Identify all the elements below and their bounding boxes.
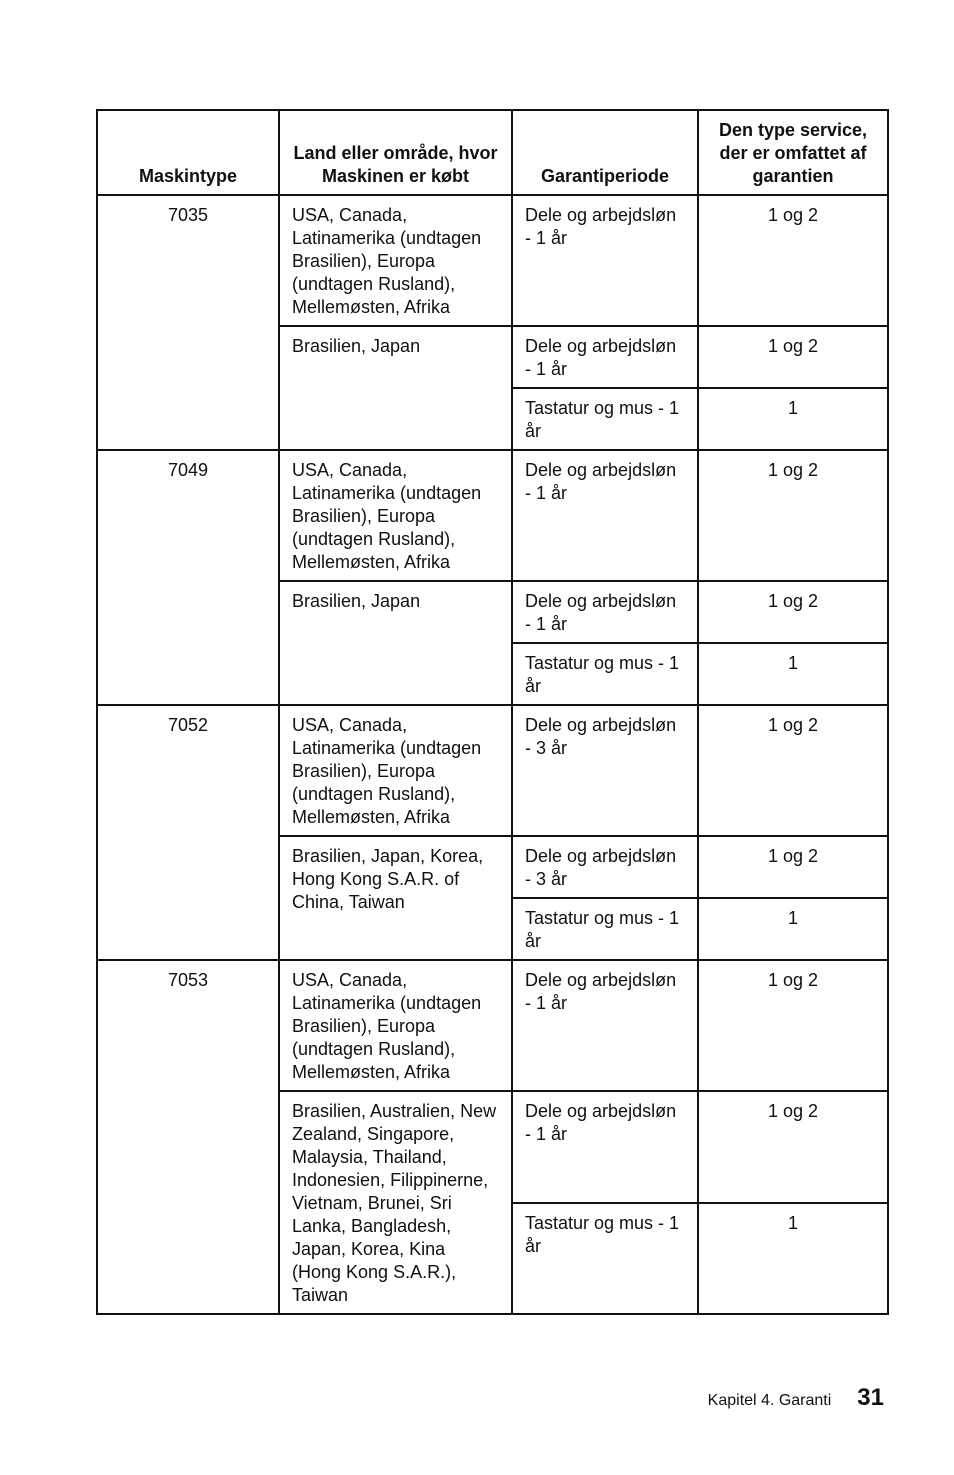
service-cell: 1 og 2	[698, 960, 888, 1091]
header-machine-type: Maskintype	[97, 110, 279, 195]
country-cell: USA, Canada, Latinamerika (undtagen Brasilien), Europa (undtagen Rusland), Mellemøsten, Afrika	[279, 960, 512, 1091]
country-cell: Brasilien, Australien, New Zealand, Singapore, Malaysia, Thailand, Indonesien, Filippinerne, Vietnam, Brunei, Sri Lanka, Bangladesh, Japan, Korea, Kina (Hong Kong S.A.R.), Taiwan	[279, 1091, 512, 1314]
service-cell: 1 og 2	[698, 705, 888, 836]
warranty-table	[96, 109, 889, 1315]
period-cell: Tastatur og mus - 1 år	[512, 1203, 698, 1315]
service-cell: 1	[698, 388, 888, 450]
service-cell: 1 og 2	[698, 326, 888, 388]
table-body	[97, 195, 888, 1314]
service-cell: 1	[698, 1203, 888, 1315]
machine-type-cell: 7053	[97, 960, 279, 1314]
country-cell: Brasilien, Japan	[279, 326, 512, 450]
service-cell: 1 og 2	[698, 836, 888, 898]
country-cell: USA, Canada, Latinamerika (undtagen Brasilien), Europa (undtagen Rusland), Mellemøsten, Afrika	[279, 705, 512, 836]
period-cell: Tastatur og mus - 1 år	[512, 643, 698, 705]
period-cell: Dele og arbejdsløn - 1 år	[512, 960, 698, 1091]
machine-type-cell: 7035	[97, 195, 279, 450]
service-cell: 1 og 2	[698, 581, 888, 643]
period-cell: Dele og arbejdsløn - 1 år	[512, 1091, 698, 1203]
period-cell: Tastatur og mus - 1 år	[512, 898, 698, 960]
table-row	[97, 195, 888, 326]
machine-type-cell: 7049	[97, 450, 279, 705]
period-cell: Dele og arbejdsløn - 1 år	[512, 581, 698, 643]
header-country: Land eller område, hvor Maskinen er købt	[279, 110, 512, 195]
table-row	[97, 450, 888, 581]
country-cell: Brasilien, Japan	[279, 581, 512, 705]
service-cell: 1 og 2	[698, 195, 888, 326]
period-cell: Dele og arbejdsløn - 1 år	[512, 195, 698, 326]
table-row	[97, 705, 888, 836]
service-cell: 1	[698, 643, 888, 705]
period-cell: Dele og arbejdsløn - 1 år	[512, 326, 698, 388]
service-cell: 1	[698, 898, 888, 960]
service-cell: 1 og 2	[698, 450, 888, 581]
header-period: Garantiperiode	[512, 110, 698, 195]
country-cell: USA, Canada, Latinamerika (undtagen Brasilien), Europa (undtagen Rusland), Mellemøsten, Afrika	[279, 450, 512, 581]
page-footer	[708, 1384, 884, 1412]
table-header-row	[97, 110, 888, 195]
page-number: 31	[857, 1384, 884, 1411]
header-service: Den type service, der er omfattet af garantien	[698, 110, 888, 195]
machine-type-cell: 7052	[97, 705, 279, 960]
table-row	[97, 960, 888, 1091]
period-cell: Dele og arbejdsløn - 1 år	[512, 450, 698, 581]
period-cell: Dele og arbejdsløn - 3 år	[512, 705, 698, 836]
country-cell: USA, Canada, Latinamerika (undtagen Brasilien), Europa (undtagen Rusland), Mellemøsten, Afrika	[279, 195, 512, 326]
period-cell: Dele og arbejdsløn - 3 år	[512, 836, 698, 898]
service-cell: 1 og 2	[698, 1091, 888, 1203]
chapter-title: Kapitel 4. Garanti	[707, 1392, 832, 1409]
period-cell: Tastatur og mus - 1 år	[512, 388, 698, 450]
country-cell: Brasilien, Japan, Korea, Hong Kong S.A.R. of China, Taiwan	[279, 836, 512, 960]
